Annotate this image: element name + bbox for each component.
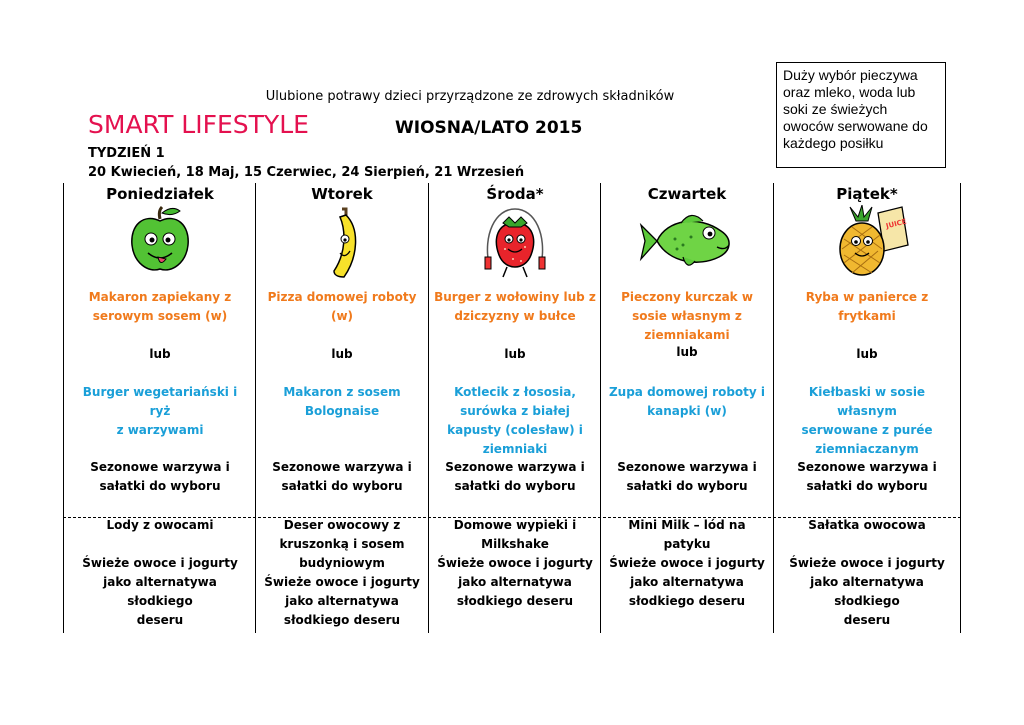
apple-icon: [73, 205, 247, 277]
juice-label: JUICE: [885, 217, 908, 231]
alt-dish: [780, 383, 954, 459]
sides: [606, 458, 768, 496]
text-line: Sezonowe warzywa i: [90, 460, 230, 474]
day-column-friday: [774, 183, 960, 633]
text-line: Ryba w panierce z: [805, 290, 929, 304]
alt-dish: [606, 383, 768, 421]
text-line: Sezonowe warzywa i: [272, 460, 412, 474]
text-line: Lody z owocami: [106, 518, 214, 532]
grid-divider: [960, 183, 961, 633]
note-line: Duży wybór pieczywa: [783, 67, 918, 83]
text-line: jako alternatywa: [458, 575, 572, 589]
day-name: Wtorek: [311, 185, 373, 203]
text-line: ziemniaczanym: [815, 442, 919, 456]
text-line: Burger wegetariański i ryż: [82, 385, 238, 418]
dessert: [432, 516, 598, 611]
text-line: Świeże owoce i jogurty: [264, 575, 420, 589]
text-line: sałatki do wyboru: [806, 479, 928, 493]
day-name: Środa*: [486, 185, 544, 203]
note-line: każdego posiłku: [783, 135, 884, 151]
or-label: lub: [856, 347, 878, 361]
or-label: lub: [331, 347, 353, 361]
text-line: Kiełbaski w sosie własnym: [808, 385, 926, 418]
text-line: z warzywami: [116, 423, 204, 437]
dates-line: 20 Kwiecień, 18 Maj, 15 Czerwiec, 24 Sierpień, 21 Wrzesień: [88, 165, 525, 180]
day-name: Czwartek: [647, 185, 727, 203]
strawberry-icon: [428, 205, 602, 277]
text-line: Sezonowe warzywa i: [445, 460, 585, 474]
text-line: kanapki (w): [647, 404, 727, 418]
text-line: jako alternatywa słodkiego: [810, 575, 924, 608]
text-line: jako alternatywa: [285, 594, 399, 608]
dessert: [604, 516, 770, 611]
text-line: Zupa domowej roboty i: [608, 385, 766, 399]
dessert: [778, 516, 956, 630]
or-label: lub: [504, 347, 526, 361]
text-line: Pieczony kurczak w: [621, 290, 753, 304]
text-line: Makaron z sosem: [283, 385, 401, 399]
text-line: Świeże owoce i jogurty: [789, 556, 945, 570]
text-line: sosie własnym z: [632, 309, 742, 323]
text-line: kruszonką i sosem: [279, 537, 405, 551]
text-line: Świeże owoce i jogurty: [82, 556, 238, 570]
text-line: (w): [330, 309, 354, 323]
sides: [780, 458, 954, 496]
text-line: Deser owocowy z: [283, 518, 401, 532]
dessert: [259, 516, 425, 630]
text-line: budyniowym: [299, 556, 385, 570]
text-line: Świeże owoce i jogurty: [609, 556, 765, 570]
text-line: Świeże owoce i jogurty: [437, 556, 593, 570]
text-line: słodkiego deseru: [628, 594, 746, 608]
week-label: TYDZIEŃ 1: [88, 146, 165, 161]
day-column-thursday: [600, 183, 774, 633]
main-dish: [261, 288, 423, 326]
text-line: sałatki do wyboru: [454, 479, 576, 493]
sides: [434, 458, 596, 496]
text-line: jako alternatywa: [630, 575, 744, 589]
grid-divider: [63, 183, 64, 633]
day-column-monday: [73, 183, 247, 633]
season-title: WIOSNA/LATO 2015: [395, 118, 583, 138]
text-line: Bolognaise: [304, 404, 380, 418]
banana-icon: [255, 205, 429, 277]
note-line: oraz mleko, woda lub: [783, 84, 916, 100]
text-line: deseru: [843, 613, 891, 627]
subtitle: Ulubione potrawy dzieci przyrządzone ze zdrowych składników: [265, 89, 675, 104]
day-name: Poniedziałek: [106, 185, 214, 203]
brand-title: SMART LIFESTYLE: [88, 110, 309, 139]
dessert: [77, 516, 243, 630]
day-column-tuesday: [255, 183, 429, 633]
text-line: Pizza domowej roboty: [267, 290, 417, 304]
text-line: Makaron zapiekany z: [88, 290, 232, 304]
text-line: sałatki do wyboru: [626, 479, 748, 493]
pineapple-icon: [774, 205, 960, 277]
fish-icon: [600, 205, 774, 277]
main-dish: [606, 288, 768, 345]
main-dish: [79, 288, 241, 326]
day-column-wednesday: [428, 183, 602, 633]
text-line: Sałatka owocowa: [808, 518, 926, 532]
text-line: Milkshake: [481, 537, 549, 551]
text-line: surówka z białej: [460, 404, 570, 418]
text-line: słodkiego deseru: [283, 613, 401, 627]
text-line: słodkiego deseru: [456, 594, 574, 608]
text-line: Kotlecik z łososia,: [454, 385, 576, 399]
text-line: patyku: [663, 537, 711, 551]
day-name: Piątek*: [836, 185, 898, 203]
main-dish: [434, 288, 596, 326]
note-line: soki ze świeżych: [783, 101, 888, 117]
info-note-box: [776, 62, 946, 168]
text-line: Mini Milk – lód na: [628, 518, 746, 532]
text-line: sałatki do wyboru: [281, 479, 403, 493]
text-line: deseru: [136, 613, 184, 627]
text-line: Burger z wołowiny lub z: [434, 290, 596, 304]
sides: [261, 458, 423, 496]
text-line: Sezonowe warzywa i: [617, 460, 757, 474]
text-line: Domowe wypieki i: [453, 518, 577, 532]
text-line: ziemniaki: [482, 442, 548, 456]
or-label: lub: [676, 345, 698, 359]
main-dish: [780, 288, 954, 326]
text-line: Sezonowe warzywa i: [797, 460, 937, 474]
or-label: lub: [149, 347, 171, 361]
menu-grid: [63, 183, 961, 633]
text-line: sałatki do wyboru: [99, 479, 221, 493]
text-line: serowym sosem (w): [92, 309, 228, 323]
text-line: jako alternatywa słodkiego: [103, 575, 217, 608]
alt-dish: [79, 383, 241, 440]
note-line: owoców serwowane do: [783, 118, 928, 134]
text-line: dziczyzny w bułce: [454, 309, 576, 323]
text-line: kapusty (colesław) i: [447, 423, 583, 437]
text-line: ziemniakami: [644, 328, 730, 342]
sides: [79, 458, 241, 496]
alt-dish: [434, 383, 596, 459]
text-line: frytkami: [838, 309, 896, 323]
alt-dish: [261, 383, 423, 421]
text-line: serwowane z purée: [801, 423, 933, 437]
